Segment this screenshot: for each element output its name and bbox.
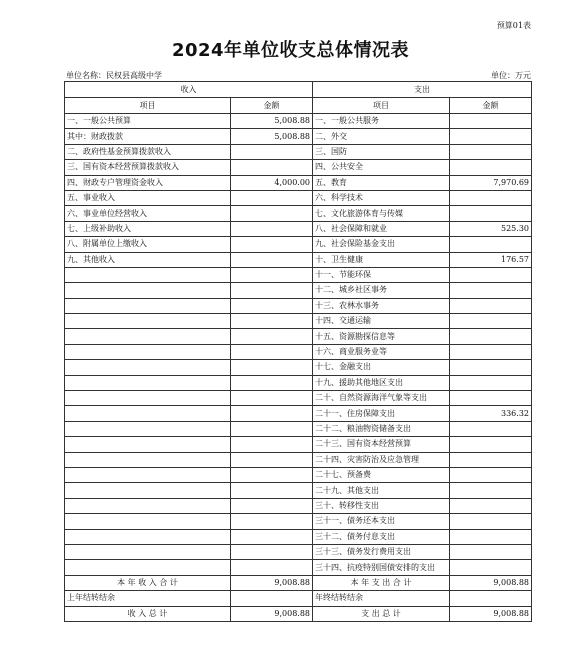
income-item-cell xyxy=(65,467,231,482)
income-amount-cell xyxy=(231,514,313,529)
year-expense-amount: 9,008.88 xyxy=(450,575,532,590)
expense-item-cell: 六、科学技术 xyxy=(313,190,450,205)
income-amount-cell xyxy=(231,406,313,421)
expense-item-cell: 二十九、其他支出 xyxy=(313,483,450,498)
table-row xyxy=(65,406,532,421)
unit-name: 单位名称：民权县高级中学 xyxy=(66,71,162,80)
income-amount-cell xyxy=(231,344,313,359)
table-row xyxy=(65,221,532,236)
income-item-cell xyxy=(65,267,231,282)
income-item-cell xyxy=(65,452,231,467)
total-expense-label: 支 出 总 计 xyxy=(313,606,450,621)
table-row xyxy=(65,498,532,513)
table-row xyxy=(65,452,532,467)
expense-item-cell: 五、教育 xyxy=(313,175,450,190)
income-item-cell xyxy=(65,483,231,498)
income-item-cell xyxy=(65,514,231,529)
expense-amount-cell xyxy=(450,283,532,298)
income-item-cell: 四、财政专户管理资金收入 xyxy=(65,175,231,190)
expense-amount-cell xyxy=(450,452,532,467)
carry-out-amount xyxy=(450,591,532,606)
income-item-cell xyxy=(65,391,231,406)
expense-amount-cell xyxy=(450,544,532,559)
expense-item-cell: 七、文化旅游体育与传媒 xyxy=(313,206,450,221)
income-item-cell xyxy=(65,421,231,436)
table-row xyxy=(65,544,532,559)
expense-amount-cell xyxy=(450,160,532,175)
expense-amount-cell xyxy=(450,298,532,313)
expense-amount-cell: 176.57 xyxy=(450,252,532,267)
table-row xyxy=(65,529,532,544)
income-item-cell: 二、政府性基金预算拨款收入 xyxy=(65,144,231,159)
expense-amount-cell xyxy=(450,144,532,159)
table-row xyxy=(65,437,532,452)
income-amount-cell xyxy=(231,329,313,344)
expense-amount-cell: 525.30 xyxy=(450,221,532,236)
form-code: 预算01表 xyxy=(496,21,531,30)
income-amount-cell xyxy=(231,144,313,159)
income-amount-cell xyxy=(231,314,313,329)
income-amount-cell xyxy=(231,529,313,544)
expense-amount-cell xyxy=(450,498,532,513)
expense-amount-cell: 7,970.69 xyxy=(450,175,532,190)
expense-amount-cell xyxy=(450,391,532,406)
expense-amount-header: 金额 xyxy=(450,98,532,114)
expense-item-cell: 一、一般公共服务 xyxy=(313,114,450,129)
income-amount-header: 金额 xyxy=(231,98,313,114)
expense-item-cell: 二十一、住房保障支出 xyxy=(313,406,450,421)
expense-amount-cell xyxy=(450,190,532,205)
expense-item-cell: 十二、城乡社区事务 xyxy=(313,283,450,298)
expense-item-cell: 三十一、债务还本支出 xyxy=(313,514,450,529)
expense-amount-cell xyxy=(450,344,532,359)
carryover-row xyxy=(65,591,532,606)
income-item-cell: 六、事业单位经营收入 xyxy=(65,206,231,221)
income-amount-cell xyxy=(231,160,313,175)
expense-item-cell: 三、国防 xyxy=(313,144,450,159)
page-title: 2024年单位收支总体情况表 xyxy=(171,40,410,61)
table-row xyxy=(65,391,532,406)
expense-item-cell: 八、社会保障和就业 xyxy=(313,221,450,236)
expense-amount-cell xyxy=(450,375,532,390)
expense-item-cell: 二十四、灾害防治及应急管理 xyxy=(313,452,450,467)
income-amount-cell xyxy=(231,267,313,282)
table-row xyxy=(65,298,532,313)
carry-out-label: 年终结转结余 xyxy=(313,591,450,606)
income-amount-cell: 5,008.88 xyxy=(231,129,313,144)
expense-item-header: 项目 xyxy=(313,98,450,114)
table-row xyxy=(65,560,532,575)
table-row xyxy=(65,344,532,359)
income-item-cell: 七、上级补助收入 xyxy=(65,221,231,236)
expense-amount-cell xyxy=(450,237,532,252)
unit-label: 单位：万元 xyxy=(491,71,531,80)
expense-amount-cell xyxy=(450,314,532,329)
income-item-cell xyxy=(65,437,231,452)
table-row xyxy=(65,467,532,482)
expense-amount-cell xyxy=(450,360,532,375)
income-item-cell xyxy=(65,544,231,559)
expense-amount-cell xyxy=(450,329,532,344)
income-item-cell xyxy=(65,406,231,421)
expense-amount-cell xyxy=(450,467,532,482)
expense-item-cell: 三十四、抗疫特别国债安排的支出 xyxy=(313,560,450,575)
expense-item-cell: 二十三、国有资本经营预算 xyxy=(313,437,450,452)
expense-amount-cell xyxy=(450,129,532,144)
income-amount-cell xyxy=(231,252,313,267)
income-item-cell: 五、事业收入 xyxy=(65,190,231,205)
table-row xyxy=(65,421,532,436)
table-row xyxy=(65,237,532,252)
income-item-cell xyxy=(65,560,231,575)
income-item-header: 项目 xyxy=(65,98,231,114)
table-row xyxy=(65,514,532,529)
expense-amount-cell xyxy=(450,483,532,498)
income-amount-cell xyxy=(231,483,313,498)
income-item-cell xyxy=(65,529,231,544)
table-row xyxy=(65,129,532,144)
income-item-cell: 一、一般公共预算 xyxy=(65,114,231,129)
income-amount-cell xyxy=(231,206,313,221)
column-header-row xyxy=(65,98,532,114)
expense-item-cell: 十七、金融支出 xyxy=(313,360,450,375)
income-section-header: 收入 xyxy=(65,82,313,98)
income-amount-cell xyxy=(231,467,313,482)
expense-amount-cell xyxy=(450,114,532,129)
table-row xyxy=(65,144,532,159)
expense-item-cell: 三十三、债务发行费用支出 xyxy=(313,544,450,559)
expense-item-cell: 四、公共安全 xyxy=(313,160,450,175)
total-income-label: 收 入 总 计 xyxy=(65,606,231,621)
table-row xyxy=(65,314,532,329)
table-row xyxy=(65,283,532,298)
budget-table xyxy=(64,81,532,622)
income-item-cell xyxy=(65,498,231,513)
year-expense-label: 本 年 支 出 合 计 xyxy=(313,575,450,590)
income-amount-cell xyxy=(231,498,313,513)
income-amount-cell xyxy=(231,190,313,205)
table-row xyxy=(65,483,532,498)
expense-item-cell: 九、社会保险基金支出 xyxy=(313,237,450,252)
expense-amount-cell xyxy=(450,267,532,282)
income-amount-cell xyxy=(231,298,313,313)
expense-item-cell: 十三、农林水事务 xyxy=(313,298,450,313)
income-item-cell xyxy=(65,360,231,375)
income-amount-cell xyxy=(231,391,313,406)
income-amount-cell xyxy=(231,221,313,236)
income-item-cell xyxy=(65,283,231,298)
carry-in-label: 上年结转结余 xyxy=(65,591,231,606)
table-row xyxy=(65,267,532,282)
expense-item-cell: 三十二、债务付息支出 xyxy=(313,529,450,544)
expense-amount-cell xyxy=(450,206,532,221)
expense-amount-cell xyxy=(450,529,532,544)
expense-section-header: 支出 xyxy=(313,82,532,98)
expense-item-cell: 二十、自然资源海洋气象等支出 xyxy=(313,391,450,406)
table-row xyxy=(65,329,532,344)
income-item-cell: 三、国有资本经营预算拨款收入 xyxy=(65,160,231,175)
income-item-cell xyxy=(65,298,231,313)
table-row xyxy=(65,252,532,267)
table-row xyxy=(65,114,532,129)
income-amount-cell xyxy=(231,360,313,375)
expense-item-cell: 十六、商业服务业等 xyxy=(313,344,450,359)
expense-item-cell: 十四、交通运输 xyxy=(313,314,450,329)
expense-item-cell: 二、外交 xyxy=(313,129,450,144)
table-row xyxy=(65,360,532,375)
income-amount-cell xyxy=(231,560,313,575)
income-amount-cell xyxy=(231,452,313,467)
year-income-amount: 9,008.88 xyxy=(231,575,313,590)
expense-item-cell: 十一、节能环保 xyxy=(313,267,450,282)
income-item-cell: 九、其他收入 xyxy=(65,252,231,267)
income-amount-cell xyxy=(231,544,313,559)
expense-item-cell: 二十七、预备费 xyxy=(313,467,450,482)
expense-amount-cell xyxy=(450,514,532,529)
income-amount-cell: 5,008.88 xyxy=(231,114,313,129)
expense-item-cell: 十五、资源勘探信息等 xyxy=(313,329,450,344)
expense-item-cell: 三十、转移性支出 xyxy=(313,498,450,513)
expense-amount-cell: 336.32 xyxy=(450,406,532,421)
income-item-cell xyxy=(65,314,231,329)
income-amount-cell xyxy=(231,375,313,390)
total-expense-amount: 9,008.88 xyxy=(450,606,532,621)
income-item-cell xyxy=(65,344,231,359)
year-income-label: 本 年 收 入 合 计 xyxy=(65,575,231,590)
income-amount-cell xyxy=(231,283,313,298)
table-row xyxy=(65,206,532,221)
expense-amount-cell xyxy=(450,421,532,436)
income-item-cell xyxy=(65,329,231,344)
income-amount-cell xyxy=(231,421,313,436)
table-row xyxy=(65,375,532,390)
income-item-cell xyxy=(65,375,231,390)
income-item-cell: 八、附属单位上缴收入 xyxy=(65,237,231,252)
expense-item-cell: 十、卫生健康 xyxy=(313,252,450,267)
income-amount-cell: 4,000.00 xyxy=(231,175,313,190)
table-row xyxy=(65,190,532,205)
income-amount-cell xyxy=(231,237,313,252)
total-income-amount: 9,008.88 xyxy=(231,606,313,621)
year-total-row xyxy=(65,575,532,590)
expense-amount-cell xyxy=(450,437,532,452)
section-header-row xyxy=(65,82,532,98)
carry-in-amount xyxy=(231,591,313,606)
expense-item-cell: 十九、援助其他地区支出 xyxy=(313,375,450,390)
income-amount-cell xyxy=(231,437,313,452)
income-item-cell: 其中：财政拨款 xyxy=(65,129,231,144)
table-row xyxy=(65,160,532,175)
expense-amount-cell xyxy=(450,560,532,575)
expense-item-cell: 二十二、粮油物资储备支出 xyxy=(313,421,450,436)
grand-total-row xyxy=(65,606,532,621)
table-row xyxy=(65,175,532,190)
